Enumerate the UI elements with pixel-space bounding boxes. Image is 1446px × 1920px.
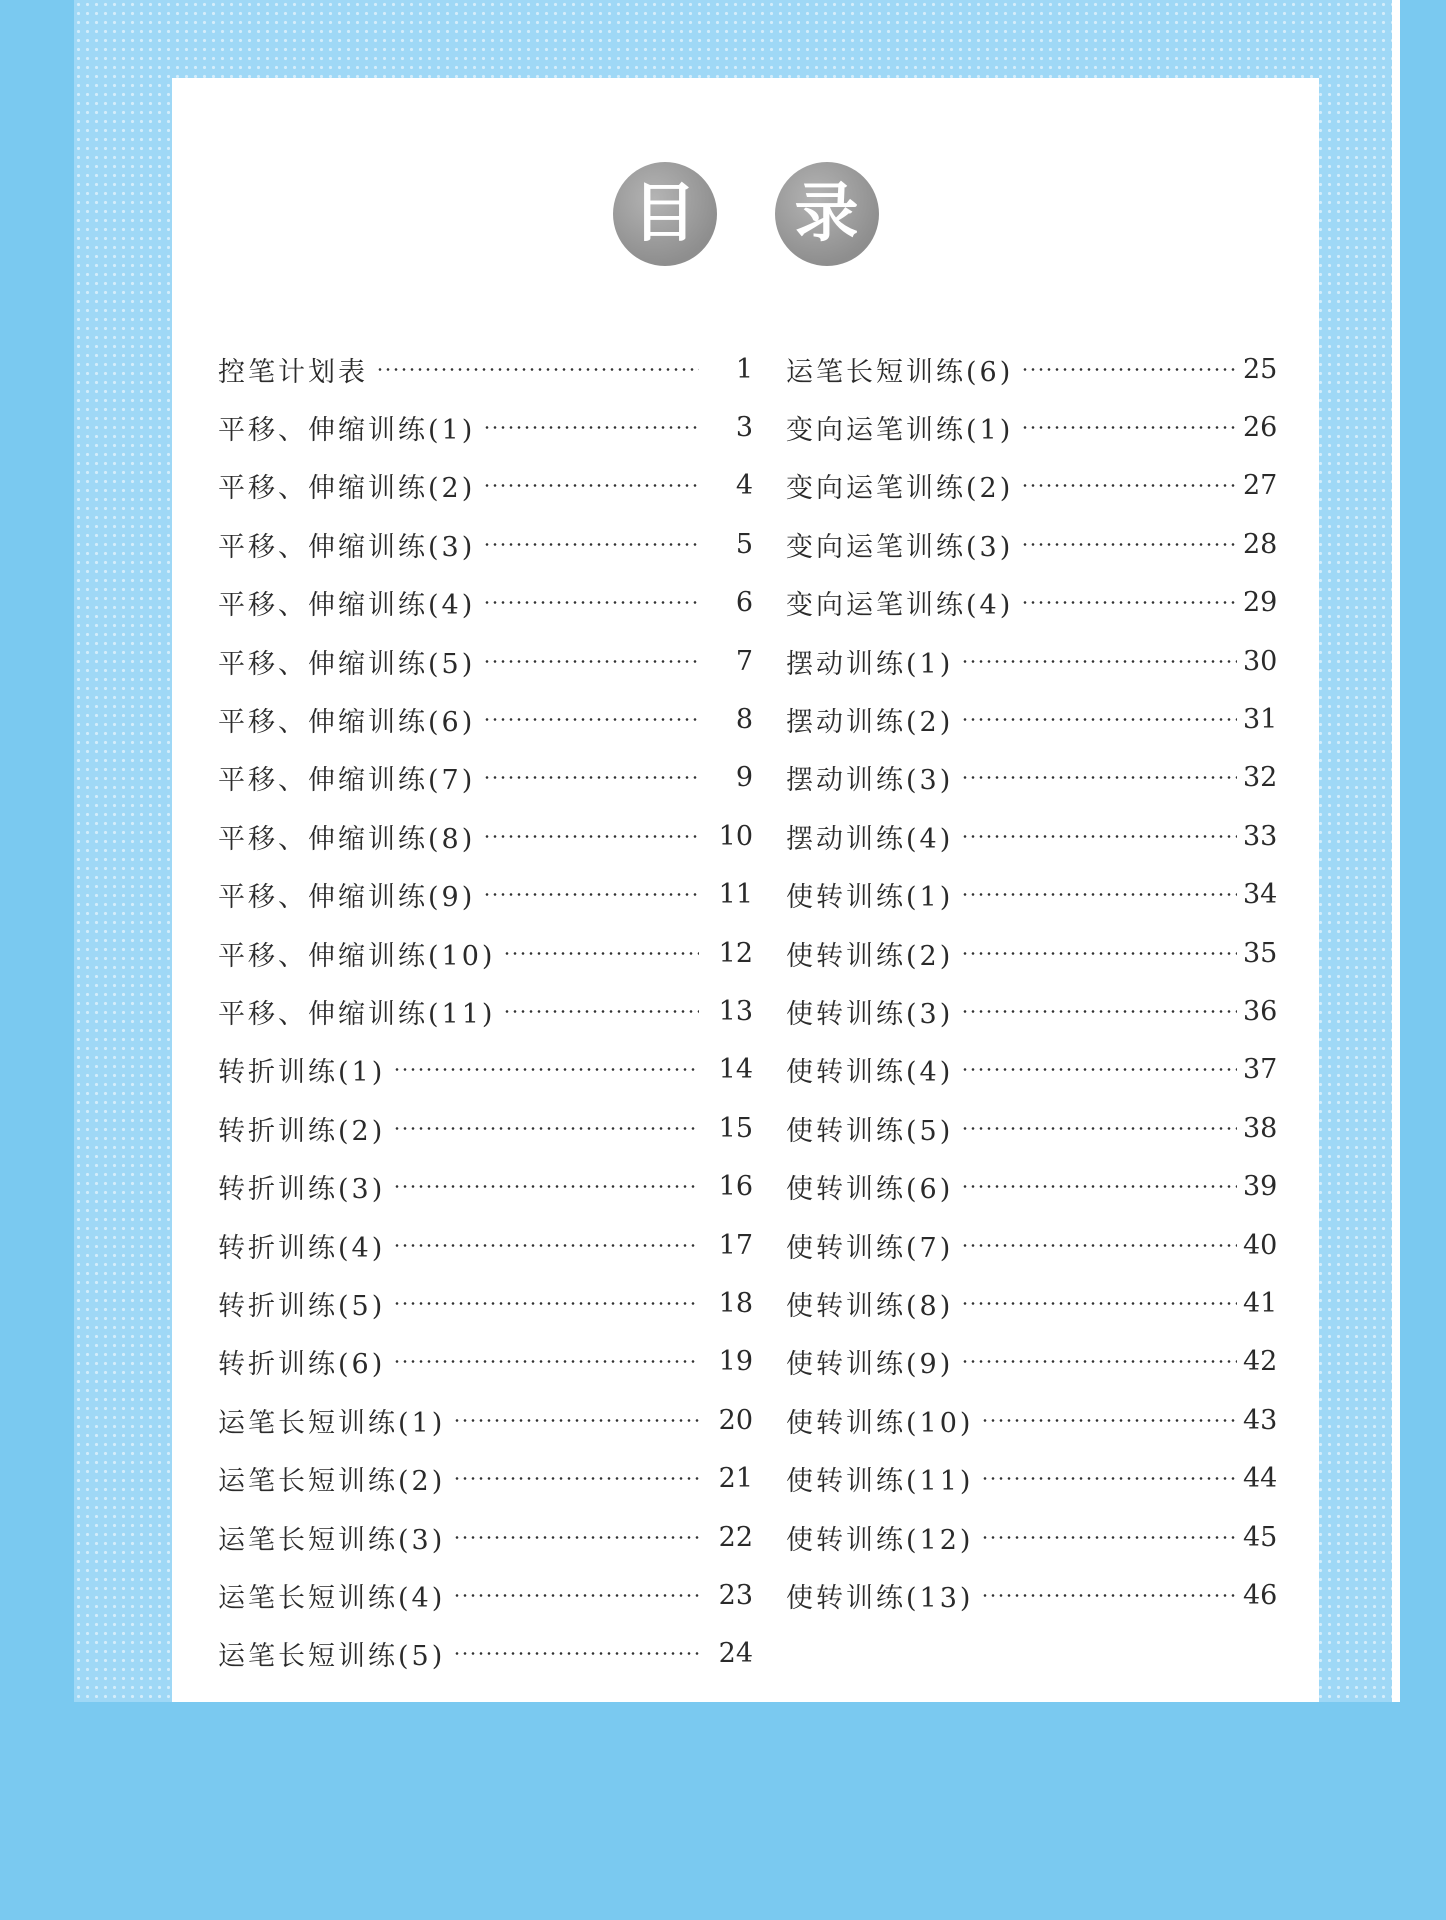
toc-entry-page-number: 40	[1243, 1229, 1278, 1261]
toc-entry-label: 使转训练(3)	[786, 998, 954, 1030]
dot-leader	[1021, 368, 1237, 371]
toc-entry-page-number: 16	[718, 1171, 753, 1203]
dot-leader	[393, 1302, 699, 1305]
toc-entry-label: 使转训练(2)	[786, 940, 954, 972]
toc-entry[interactable]	[218, 982, 753, 1040]
toc-entry-page-number: 43	[1243, 1404, 1278, 1436]
toc-entry-label: 平移、伸缩训练(2)	[218, 473, 476, 505]
toc-entry[interactable]	[218, 866, 753, 924]
toc-entry[interactable]	[786, 1216, 1277, 1274]
toc-entry-page-number: 24	[718, 1638, 753, 1670]
dot-leader	[961, 1185, 1237, 1188]
toc-entry-label: 平移、伸缩训练(8)	[218, 823, 476, 855]
toc-entry-label: 转折训练(3)	[218, 1174, 386, 1206]
toc-entry[interactable]	[218, 574, 753, 632]
dot-leader	[393, 1127, 699, 1130]
toc-entry[interactable]	[786, 1041, 1277, 1099]
dot-leader	[981, 1477, 1237, 1480]
toc-entry-label: 使转训练(7)	[786, 1232, 954, 1264]
toc-entry[interactable]	[218, 1274, 753, 1332]
dot-leader	[483, 426, 699, 429]
toc-entry[interactable]	[786, 515, 1277, 573]
dot-leader	[961, 1068, 1237, 1071]
toc-entry-label: 平移、伸缩训练(7)	[218, 765, 476, 797]
toc-entry-label: 使转训练(12)	[786, 1524, 974, 1556]
toc-entry[interactable]	[218, 924, 753, 982]
toc-entry[interactable]	[218, 1099, 753, 1157]
toc-entry[interactable]	[786, 690, 1277, 748]
toc-entry-label: 运笔长短训练(1)	[218, 1407, 446, 1439]
dot-leader	[1021, 484, 1237, 487]
toc-entry-page-number: 26	[1243, 412, 1278, 444]
toc-entry-page-number: 1	[735, 353, 753, 385]
dot-leader	[981, 1536, 1237, 1539]
toc-entry-page-number: 11	[718, 879, 753, 911]
toc-entry[interactable]	[786, 1333, 1277, 1391]
toc-entry[interactable]	[218, 398, 753, 456]
toc-entry[interactable]	[786, 340, 1277, 398]
dot-leader	[376, 368, 699, 371]
toc-entry-label: 转折训练(6)	[218, 1349, 386, 1381]
frame-edge	[1392, 0, 1400, 1702]
toc-entry-page-number: 29	[1243, 587, 1278, 619]
toc-entry-page-number: 42	[1243, 1346, 1278, 1378]
toc-entry-page-number: 14	[718, 1054, 753, 1086]
dot-leader	[393, 1068, 699, 1071]
toc-entry-label: 平移、伸缩训练(3)	[218, 531, 476, 563]
toc-entry[interactable]	[786, 749, 1277, 807]
dot-leader	[483, 893, 699, 896]
toc-entry-label: 转折训练(1)	[218, 1057, 386, 1089]
toc-entry-label: 使转训练(10)	[786, 1407, 974, 1439]
toc-entry-label: 使转训练(6)	[786, 1174, 954, 1206]
toc-entry[interactable]	[786, 457, 1277, 515]
toc-entry[interactable]	[786, 866, 1277, 924]
toc-entry[interactable]	[786, 1274, 1277, 1332]
toc-entry[interactable]	[786, 807, 1277, 865]
dot-leader	[453, 1652, 699, 1655]
toc-entry[interactable]	[218, 1508, 753, 1566]
dot-leader	[483, 835, 699, 838]
dot-leader	[961, 835, 1237, 838]
toc-entry-label: 使转训练(5)	[786, 1115, 954, 1147]
toc-entry-page-number: 3	[735, 412, 753, 444]
dot-leader	[961, 776, 1237, 779]
toc-entry-page-number: 7	[735, 645, 753, 677]
toc-entry-label: 使转训练(1)	[786, 882, 954, 914]
toc-entry-label: 变向运笔训练(3)	[786, 531, 1014, 563]
dot-leader	[981, 1594, 1237, 1597]
toc-title	[172, 162, 1319, 266]
toc-entry-label: 平移、伸缩训练(6)	[218, 707, 476, 739]
toc-entry-page-number: 36	[1243, 995, 1278, 1027]
toc-entry-label: 平移、伸缩训练(1)	[218, 415, 476, 447]
toc-entry-page-number: 28	[1243, 528, 1278, 560]
toc-entry-page-number: 6	[735, 587, 753, 619]
toc-entry-page-number: 8	[735, 704, 753, 736]
toc-entry[interactable]	[218, 1566, 753, 1624]
toc-entry-page-number: 37	[1243, 1054, 1278, 1086]
toc-entry-page-number: 21	[718, 1463, 753, 1495]
toc-entry-page-number: 18	[718, 1287, 753, 1319]
dot-leader	[961, 718, 1237, 721]
dot-leader	[961, 1302, 1237, 1305]
toc-entry-page-number: 45	[1243, 1521, 1278, 1553]
toc-entry-label: 运笔长短训练(6)	[786, 356, 1014, 388]
toc-entry-label: 平移、伸缩训练(11)	[218, 998, 496, 1030]
toc-entry-page-number: 44	[1243, 1463, 1278, 1495]
toc-entry-label: 平移、伸缩训练(10)	[218, 940, 496, 972]
toc-entry-page-number: 25	[1243, 353, 1278, 385]
dot-leader	[453, 1419, 699, 1422]
toc-entry[interactable]	[786, 632, 1277, 690]
toc-entry[interactable]	[218, 632, 753, 690]
toc-entry[interactable]	[786, 574, 1277, 632]
toc-entry-page-number: 34	[1243, 879, 1278, 911]
toc-entry-label: 摆动训练(3)	[786, 765, 954, 797]
dot-leader	[483, 543, 699, 546]
dot-leader	[453, 1477, 699, 1480]
toc-entry-page-number: 23	[718, 1579, 753, 1611]
toc-entry-page-number: 39	[1243, 1171, 1278, 1203]
toc-entry-label: 运笔长短训练(3)	[218, 1524, 446, 1556]
dot-leader	[961, 1010, 1237, 1013]
toc-entry[interactable]	[218, 1391, 753, 1449]
toc-entry-label: 运笔长短训练(5)	[218, 1641, 446, 1673]
dot-leader	[483, 601, 699, 604]
toc-entry[interactable]	[218, 690, 753, 748]
dot-leader	[393, 1360, 699, 1363]
toc-entry-label: 变向运笔训练(2)	[786, 473, 1014, 505]
toc-entry-label: 运笔长短训练(4)	[218, 1582, 446, 1614]
dot-leader	[1021, 543, 1237, 546]
dot-leader	[483, 776, 699, 779]
toc-entry-page-number: 41	[1243, 1287, 1278, 1319]
toc-entry[interactable]	[786, 1099, 1277, 1157]
title-char-1: 目	[613, 162, 717, 266]
toc-entry-label: 转折训练(2)	[218, 1115, 386, 1147]
dot-leader	[961, 1244, 1237, 1247]
toc-entry[interactable]	[218, 1157, 753, 1215]
toc-left-column	[218, 340, 753, 1683]
toc-entry-page-number: 22	[718, 1521, 753, 1553]
toc-entry[interactable]	[786, 1157, 1277, 1215]
toc-entry-page-number: 9	[735, 762, 753, 794]
toc-entry-label: 平移、伸缩训练(4)	[218, 590, 476, 622]
toc-entry-page-number: 12	[718, 937, 753, 969]
dot-leader	[961, 660, 1237, 663]
toc-entry[interactable]	[786, 924, 1277, 982]
dot-leader	[453, 1594, 699, 1597]
toc-entry[interactable]	[786, 1449, 1277, 1507]
toc-entry[interactable]	[218, 807, 753, 865]
toc-entry-page-number: 35	[1243, 937, 1278, 969]
toc-entry-label: 转折训练(5)	[218, 1290, 386, 1322]
toc-entry-label: 平移、伸缩训练(5)	[218, 648, 476, 680]
dot-leader	[961, 893, 1237, 896]
toc-entry[interactable]	[218, 340, 753, 398]
toc-entry-label: 使转训练(8)	[786, 1290, 954, 1322]
toc-entry-label: 运笔长短训练(2)	[218, 1466, 446, 1498]
toc-entry-label: 平移、伸缩训练(9)	[218, 882, 476, 914]
dot-leader	[503, 952, 699, 955]
dot-leader	[961, 1360, 1237, 1363]
toc-entry-page-number: 17	[718, 1229, 753, 1261]
toc-entry-label: 变向运笔训练(1)	[786, 415, 1014, 447]
dot-leader	[483, 660, 699, 663]
toc-entry-page-number: 27	[1243, 470, 1278, 502]
toc-entry[interactable]	[786, 1391, 1277, 1449]
toc-entry-page-number: 33	[1243, 820, 1278, 852]
toc-entry-page-number: 19	[718, 1346, 753, 1378]
toc-entry-page-number: 38	[1243, 1112, 1278, 1144]
toc-entry-page-number: 13	[718, 995, 753, 1027]
toc-entry[interactable]	[786, 398, 1277, 456]
toc-entry[interactable]	[218, 1216, 753, 1274]
toc-entry[interactable]	[218, 1041, 753, 1099]
toc-entry-page-number: 46	[1243, 1579, 1278, 1611]
toc-entry-page-number: 5	[735, 528, 753, 560]
toc-entry[interactable]	[218, 1449, 753, 1507]
toc-page	[172, 78, 1319, 1702]
toc-entry[interactable]	[218, 515, 753, 573]
toc-entry-label: 使转训练(9)	[786, 1349, 954, 1381]
dot-leader	[393, 1185, 699, 1188]
toc-entry[interactable]	[218, 749, 753, 807]
dot-leader	[981, 1419, 1237, 1422]
dot-leader	[503, 1010, 699, 1013]
title-char-2: 录	[775, 162, 879, 266]
toc-entry-label: 变向运笔训练(4)	[786, 590, 1014, 622]
toc-entry-page-number: 10	[718, 820, 753, 852]
toc-entry-page-number: 15	[718, 1112, 753, 1144]
dot-leader	[1021, 601, 1237, 604]
dot-leader	[393, 1244, 699, 1247]
toc-entry-page-number: 32	[1243, 762, 1278, 794]
toc-entry-label: 转折训练(4)	[218, 1232, 386, 1264]
toc-right-column	[786, 340, 1277, 1625]
toc-entry-label: 摆动训练(2)	[786, 707, 954, 739]
dot-leader	[483, 484, 699, 487]
dot-leader	[1021, 426, 1237, 429]
toc-entry[interactable]	[786, 982, 1277, 1040]
toc-entry-label: 控笔计划表	[218, 356, 368, 388]
toc-entry-page-number: 30	[1243, 645, 1278, 677]
toc-entry-label: 使转训练(11)	[786, 1466, 974, 1498]
dot-leader	[453, 1536, 699, 1539]
toc-entry[interactable]	[786, 1566, 1277, 1624]
dot-leader	[961, 1127, 1237, 1130]
toc-entry[interactable]	[218, 1333, 753, 1391]
toc-entry[interactable]	[218, 457, 753, 515]
dot-leader	[961, 952, 1237, 955]
toc-entry-label: 使转训练(13)	[786, 1582, 974, 1614]
toc-entry-page-number: 31	[1243, 704, 1278, 736]
dot-leader	[483, 718, 699, 721]
toc-entry[interactable]	[786, 1508, 1277, 1566]
toc-entry-label: 使转训练(4)	[786, 1057, 954, 1089]
toc-entry-label: 摆动训练(4)	[786, 823, 954, 855]
toc-entry-label: 摆动训练(1)	[786, 648, 954, 680]
toc-entry-page-number: 20	[718, 1404, 753, 1436]
toc-entry-page-number: 4	[735, 470, 753, 502]
toc-entry[interactable]	[218, 1625, 753, 1683]
